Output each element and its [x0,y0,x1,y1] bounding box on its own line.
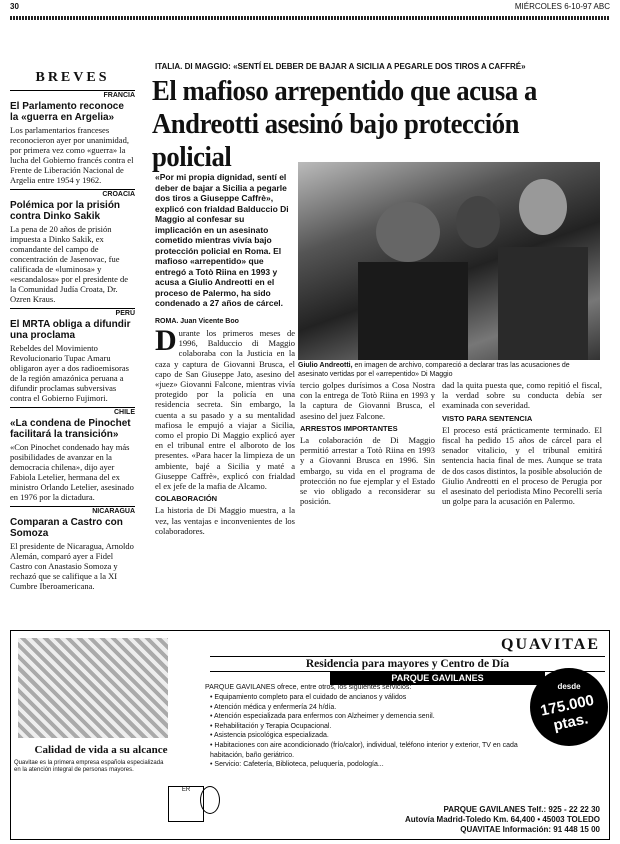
ad-service-item: • Habitaciones con aire acondicionado (frío/calor), individual, teléfono interior y exterior, TV en cada habitación, baño geriátrico. [210,741,540,760]
sidebar-item [10,506,135,591]
sidebar-item [10,407,135,502]
sidebar-section: CHILE [10,407,135,416]
sidebar-headline: Comparan a Castro con Somoza [10,517,123,539]
subhead-sentencia: VISTO PARA SENTENCIA [442,413,533,423]
article-kicker: ITALIA. DI MAGGIO: «SENTÍ EL DEBER DE BAJAR A SICILIA A PEGARLE DOS TIROS A CAFFRÉ» [155,62,526,71]
sidebar-body: «Con Pinochet condenado hay más posibilidades de avanzar en la democracia chilena», dijo ayer Fabiola Letelier, hermana del ex ministro Orlando Letelier, asesinado en 1976 por la dictadura. [10,442,134,502]
page-header [10,2,610,16]
ad-building-image [18,638,168,738]
column-3-text: dad la quita puesta que, como repitió el fiscal, la verdad sobre su conducta debía ser examinada con severidad. [442,380,602,411]
article-lead: «Por mi propia dignidad, sentí el deber de bajar a Sicilia a pegarle dos tiros a Giuseppe Caffrè», explicó con frialdad Balduccio Di Maggio al confesar su implicación en un asesinato cometido mientras vivía bajo protección policial en Roma. El mafioso «arrepentido» que entregó a Totò Riina en 1993 y acusa a Giulio Andreotti en el proceso de Palermo, ha sido condenado a 27 años de cárcel. [155,172,289,308]
ad-logo-icon: ER [168,786,204,822]
ad-service-item: • Servicio: Cafetería, Biblioteca, peluquería, podología... [210,760,540,770]
article-headline [152,75,575,174]
sidebar-item [10,308,135,403]
sidebar-headline: El Parlamento reconoce la «guerra en Argelia» [10,101,124,123]
ad-intro: PARQUE GAVILANES ofrece, entre otros, los siguientes servicios: [205,684,412,691]
article-column-3 [442,380,602,620]
sidebar-section: FRANCIA [10,90,135,99]
ad-contact-address: Autovía Madrid-Toledo Km. 64,400 • 45003 TOLEDO [405,815,600,824]
ad-contact [300,805,600,835]
sidebar-body: La pena de 20 años de prisión impuesta a Dinko Sakik, ex comandante del campo de concentración de Jasenovac, fue calificada de «luminosa» y «escandalosa» por el presidente de la Comunidad Judía Croata, Dr. Ozren Kraus. [10,224,129,304]
caption-bold: Giulio Andreotti, [298,362,353,369]
headline-line-1: El mafioso arrepentido que acusa a [152,75,537,107]
caption-text: en imagen de archivo, compareció a declarar tras las acusaciones de asesinato vertidas por el «arrepentido» Di Maggio [298,362,570,378]
ad-services-list [210,693,540,770]
ad-price-label: desde [557,682,581,691]
ad-service-item: • Equipamiento completo para el cuidado de ancianos y válidos [210,693,540,703]
photo-figures-icon [298,162,600,360]
sidebar-headline: «La condena de Pinochet facilitará la transición» [10,418,131,440]
ad-seal-icon [200,786,220,814]
ad-brand: QUAVITAE [501,636,600,653]
breves-sidebar [10,70,135,620]
headline-line-2: Andreotti asesinó bajo protección policial [152,108,519,173]
article-byline: ROMA. Juan Vicente Boo [155,318,239,325]
sidebar-body: Rebeldes del Movimiento Revolucionario Tupac Amaru obligaron ayer a dos radioemisoras de la región amazónica peruana a difundir proclamas subversivas contra el Gobierno Fujimori. [10,343,129,403]
ad-subtitle: Residencia para mayores y Centro de Día [210,656,605,672]
ad-service-item: • Asistencia psicológica especializada. [210,731,540,741]
andreotti-photo [298,162,600,360]
sidebar-body: Los parlamentarios franceses reconocieron ayer por unanimidad, por primera vez como «guerra» la lucha del Gobierno francés contra el Frente de Liberación Nacional de Argelia entre 1954 y 1962. [10,125,134,185]
sidebar-item [10,90,135,185]
sidebar-section: CROACIA [10,189,135,198]
subhead-arrestos: ARRESTOS IMPORTANTES [300,423,398,433]
column-2-text: tercio golpes durísimos a Cosa Nostra con la entrega de Totò Riina en 1993 y la captura de Giovanni Brusca, el asesino del juez Falcone. [300,380,435,421]
column-1-text: urante los primeros meses de 1996, Balduccio di Maggio colaboraba con la Justicia en la caza y captura de Giovanni Brusca, el capo de San Giuseppe Jato, asesino del «juez» Giovanni Falcone, mientras vivía protegido por la policía en una residencia secreta. Sin embargo, la cuenta a su pasado y a su mentalidad mafiosa le empujó a viajar a Sicilia, como el propio Di Maggio explicó ayer en el tribunal entre el alboroto de los presentes. «Para hacer la limpieza de un ambiente, bajé a Sicilia y maté a Giuseppe Caffrè», explicó con frialdad el ex jefe de la mafia de Alcamo. [155,328,295,492]
ad-price-badge [530,668,608,746]
header-rule [10,16,610,20]
ad-contact-info: QUAVITAE Información: 91 448 15 00 [460,825,600,834]
column-1b-text: La historia de Di Maggio muestra, a la vez, las ventajas e inconvenientes de los colaboradores. [155,505,295,536]
ad-small-print: Quavitae es la primera empresa española especializada en la atención integral de personas mayores. [14,760,164,773]
ad-price-value: 175.000 ptas. [538,691,596,735]
ad-service-item: • Atención especializada para enfermos con Alzheimer y demencia senil. [210,712,540,722]
article-column-1 [155,328,295,618]
page-number: 30 [10,2,19,11]
ad-slogan: Calidad de vida a su alcance [34,744,168,756]
ad-contact-phone: PARQUE GAVILANES Telf.: 925 - 22 22 30 [443,805,600,814]
sidebar-section: NICARAGUA [10,506,135,515]
column-3b-text: El proceso está prácticamente terminado. El fiscal ha pedido 15 años de cárcel para el senador vitalicio, y el tribunal emitirá sentencia hacia final de mes. Aunque se trata de dos casos distintos, la posible absolución de Giulio Andreotti en el proceso de Perugia por el asesinato del periodista Mino Pecorelli sería un golpe para la acusación en Palermo. [442,424,602,507]
photo-caption [298,362,600,379]
column-2b-text: La colaboración de Di Maggio permitió arrestar a Totò Riina en 1993 y a Giovanni Brusca en 1996. Sin embargo, su vida en el programa de protección no fue ejemplar y el Estado se vio obligado a reconsiderar su posición. [300,435,435,507]
ad-service-item: • Rehabilitación y Terapia Ocupacional. [210,722,540,732]
page-date: MIÉRCOLES 6-10-97 ABC [514,2,610,11]
sidebar-headline: El MRTA obliga a difundir una proclama [10,319,131,341]
subhead-colaboracion: COLABORACIÓN [155,494,218,504]
ad-service-item: • Atención médica y enfermería 24 h/día. [210,703,540,713]
dropcap: D [155,328,177,357]
sidebar-title: BREVES [35,70,110,85]
sidebar-body: El presidente de Nicaragua, Arnoldo Alemán, comparó ayer a Fidel Castro con Anastasio Somoza y rechazó que se califique a la XI Cumbre Iberoamericana. [10,541,134,591]
sidebar-headline: Polémica por la prisión contra Dinko Sakik [10,200,121,222]
sidebar-item [10,189,135,304]
sidebar-section: PERÚ [10,308,135,317]
article-column-2 [300,380,435,620]
ad-bar: PARQUE GAVILANES [330,672,545,685]
